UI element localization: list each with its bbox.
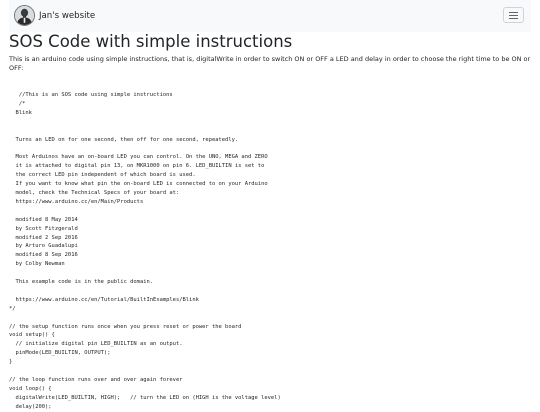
navbar-toggler-button[interactable]	[503, 7, 524, 23]
brand-link[interactable]	[14, 5, 95, 26]
intro-paragraph: This is an arduino code using simple instructions, that is, digitalWrite in order to switch ON or OFF a LED and delay in order to choose the right time to be ON or OFF:	[9, 55, 531, 72]
page-title: SOS Code with simple instructions	[9, 32, 293, 51]
profile-portrait-icon	[14, 5, 35, 26]
brand-label: Jan's website	[39, 10, 96, 21]
top-navbar	[9, 0, 531, 32]
code-block: //This is an SOS code using simple instructions /* Blink Turns an LED on for one second, then off for one second, repeatedly. Most Arduinos have an on-board LED you can control. On the UNO, MEGA and ZERO it is attached to digital pin 13, on MKR1000 on pin 6. LED_BUILTIN is set to the correct LED pin independent of which board is used. If you want to know what pin the on-board LED is connected to on your Arduino model, check the Technical Specs of your board at: https://www.arduino.cc/en/Main/Products modified 8 May 2014 by Scott Fitzgerald modified 2 Sep 2016 by Arturo Guadalupi modified 8 Sep 2016 by Colby Newman This example code is in the public domain. https://www.arduino.cc/en/Tutorial/BuiltInExamples/Blink */ // the setup function runs once when you press reset or power the board void setup() { // initialize digital pin LED_BUILTIN as an output. pinMode(LED_BUILTIN, OUTPUT); } // the loop function runs over and over again forever void loop() { digitalWrite(LED_BUILTIN, HIGH); // turn the LED on (HIGH is the voltage level) delay(200);	[9, 92, 281, 410]
